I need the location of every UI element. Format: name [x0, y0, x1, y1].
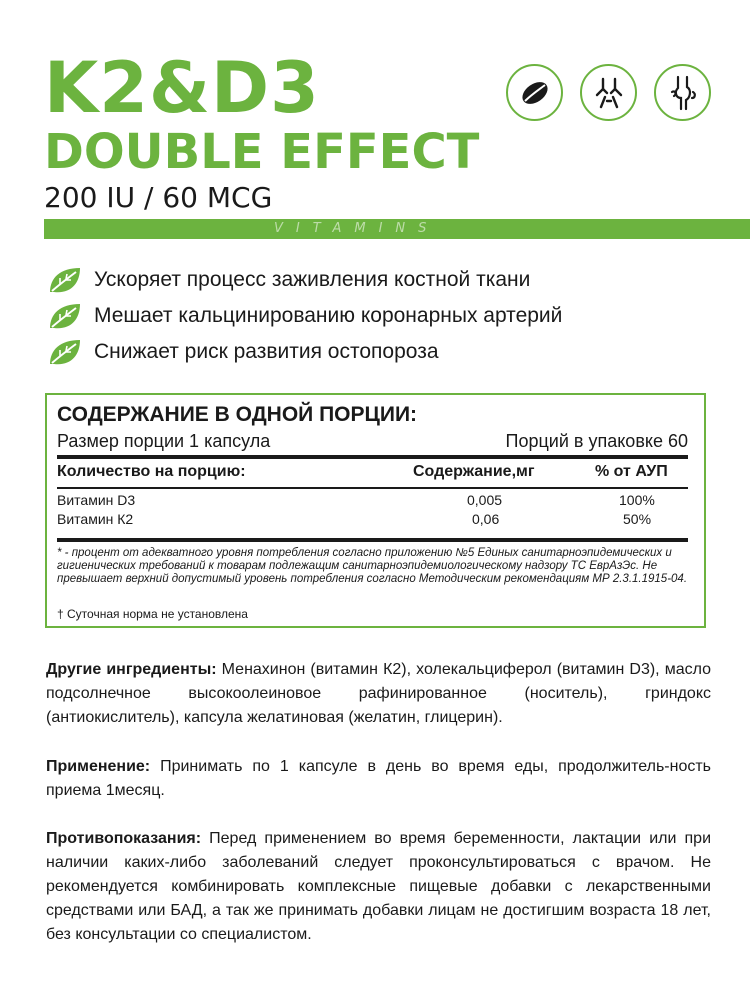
usage-label: Применение: — [46, 758, 151, 775]
row-rda: 100% — [619, 492, 655, 508]
list-item — [46, 298, 562, 334]
row-name: Витамин К2 — [57, 511, 134, 527]
other-ingredients-text: Менахинон (витамин К2), холекальциферол (витамин D3), масло подсолнечное высокоолеиновое рафинированное (носитель), гриндокс (антиокислитель), капсула желатиновая (желатин, глицерин). — [46, 661, 712, 726]
row-rda: 50% — [623, 511, 652, 527]
servings-per-pack: Порций в упаковке 60 — [505, 431, 688, 451]
col-content-header: Содержание,мг — [413, 463, 535, 480]
dagger-note: † Суточная норма не установлена — [57, 607, 248, 621]
leaf-icon — [46, 300, 84, 332]
divider — [57, 538, 688, 542]
other-ingredients — [46, 658, 711, 730]
product-title: K2&D3 — [44, 47, 320, 129]
list-item — [46, 262, 562, 298]
bone-icon — [580, 64, 637, 121]
contraindications — [46, 827, 711, 947]
row-name: Витамин D3 — [57, 492, 136, 508]
leaf-icon — [46, 336, 84, 368]
divider — [57, 455, 688, 459]
benefits-list — [46, 262, 562, 370]
other-ingredients-label: Другие ингредиенты: — [46, 661, 217, 678]
row-content: 0,005 — [467, 492, 503, 508]
benefit-text: Ускоряет процесс заживления костной ткани — [94, 268, 531, 291]
benefit-text: Снижает риск развития остопороза — [94, 340, 439, 363]
bean-icon — [506, 64, 563, 121]
list-item — [46, 334, 562, 370]
leaf-icon — [46, 264, 84, 296]
dose-label: 200 IU / 60 MCG — [44, 181, 273, 214]
col-amount-header: Количество на порцию: — [57, 463, 246, 480]
contraindications-text: Перед применением во время беременности, лактации или при наличии каких-либо заболеваний следует проконсультироваться с врачом. Не рекомендуется комбинировать комплексные пищевые добавки с лекарственными средствами или БАД, а так же принимать добавки лицам не достигшим возраста 18 лет, без консультации со специалистом. — [46, 830, 711, 943]
green-band — [44, 219, 750, 239]
band-label: VITAMINS — [274, 221, 440, 236]
joint-icon — [654, 64, 711, 121]
divider — [57, 487, 688, 489]
product-subtitle: DOUBLE EFFECT — [44, 124, 480, 180]
serving-size: Размер порции 1 капсула — [57, 431, 271, 451]
usage-text: Принимать по 1 капсуле в день во время еды, продолжитель-ность приема 1месяц. — [46, 758, 711, 799]
benefit-text: Мешает кальцинированию коронарных артерий — [94, 304, 563, 327]
panel-title: СОДЕРЖАНИЕ В ОДНОЙ ПОРЦИИ: — [57, 403, 418, 426]
nutrition-panel — [45, 393, 706, 628]
col-rda-header: % от АУП — [595, 463, 668, 480]
usage — [46, 755, 711, 803]
row-content: 0,06 — [472, 511, 500, 527]
contraindications-label: Противопоказания: — [46, 830, 202, 847]
footnote: * - процент от адекватного уровня потребления согласно приложению №5 Единых санитарноэпидемических и гигиенических требований к товарам подлежащим санитарноэпидемиологическому надзору ТС ЕврАзЭс. Не превышает верхний допустимый уровень потребления согласно Методическим рекомендациям МР 2.3.1.1915-04. — [57, 547, 688, 585]
